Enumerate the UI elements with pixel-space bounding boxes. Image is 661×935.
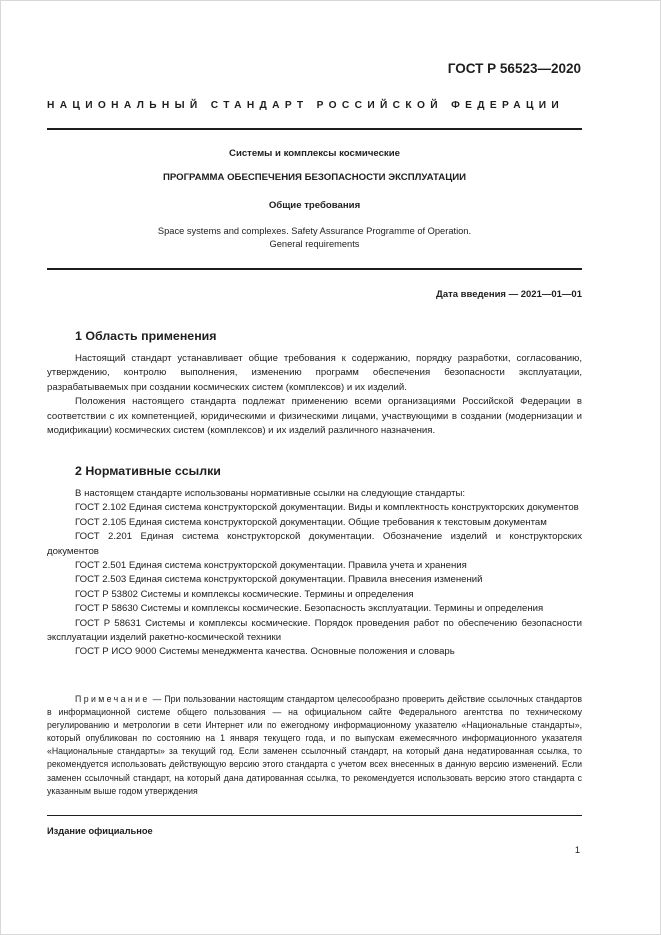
english-title-line2: General requirements <box>269 238 360 249</box>
section2-heading: 2 Нормативные ссылки <box>75 464 221 478</box>
edition-label: Издание официальное <box>47 826 153 836</box>
reference-item: ГОСТ 2.201 Единая система конструкторской документации. Обозначение изделий и конструкторских документов <box>47 531 582 557</box>
reference-item: ГОСТ 2.503 Единая система конструкторской документации. Правила внесения изменений <box>75 574 483 586</box>
section1-body <box>47 352 582 438</box>
reference-item: ГОСТ Р 58631 Системы и комплексы космические. Порядок проведения работ по обеспечению безопасности эксплуатации изделий ракетно-космической техники <box>47 617 582 644</box>
subtitle: Общие требования <box>268 200 361 211</box>
standard-title: НАЦИОНАЛЬНЫЙ СТАНДАРТ РОССИЙСКОЙ ФЕДЕРАЦИИ <box>47 100 565 111</box>
reference-item: ГОСТ Р ИСО 9000 Системы менеджмента качества. Основные положения и словарь <box>75 646 455 658</box>
reference-item: ГОСТ Р 58630 Системы и комплексы космические. Безопасность эксплуатации. Термины и определения <box>75 603 544 615</box>
footer-divider <box>47 815 582 816</box>
section1-heading: 1 Область применения <box>75 329 217 343</box>
reference-item: ГОСТ 2.105 Единая система конструкторской документации. Общие требования к текстовым документам <box>75 516 547 528</box>
reference-item: ГОСТ 2.102 Единая система конструкторской документации. Виды и комплектность конструкторских документов <box>75 502 579 514</box>
top-divider <box>47 128 582 130</box>
title-divider <box>47 268 582 270</box>
page-number: 1 <box>574 845 580 855</box>
section1-paragraph2: Положения настоящего стандарта подлежат применению всеми организациями Российской Федерации в соответствии с их компетенцией, юридическими и физическими лицами, участвующими в создании (модернизации и модификации) космических систем (комплексов) и их изделий различного назначения. <box>47 396 582 437</box>
english-title-line1: Space systems and complexes. Safety Assurance Programme of Operation. <box>157 226 472 236</box>
note <box>47 693 582 798</box>
main-title: ПРОГРАММА ОБЕСПЕЧЕНИЯ БЕЗОПАСНОСТИ ЭКСПЛУАТАЦИИ <box>162 172 467 183</box>
systems-title: Системы и комплексы космические <box>229 148 400 159</box>
reference-item: ГОСТ 2.501 Единая система конструкторской документации. Правила учета и хранения <box>75 560 467 572</box>
reference-item: ГОСТ Р 53802 Системы и комплексы космические. Термины и определения <box>75 588 414 600</box>
section2-body <box>47 487 582 660</box>
note-text: — При пользовании настоящим стандартом целесообразно проверить действие ссылочных стандартов в информационной системе общего пользования — на официальном сайте Федерального агентства по техническому регулированию и метрологии в сети Интернет или по ежегодному информационному указателю «Национальные стандарты», который опубликован по состоянию на 1 января текущего года, и по выпускам ежемесячного информационного указателя «Национальные стандарты» за текущий год. Если заменен ссылочный стандарт, на который дана недатированная ссылка, то рекомендуется использовать действующую версию этого стандарта с учетом всех внесенных в данную версию изменений. Если заменен ссылочный стандарт, на который дана датированная ссылка, то рекомендуется использовать версию этого стандарта с указанным выше годом утверждения <box>47 694 582 796</box>
english-title <box>47 225 582 250</box>
document-code: ГОСТ Р 56523—2020 <box>447 61 581 76</box>
introduction-date: Дата введения — 2021—01—01 <box>436 289 582 300</box>
section1-paragraph1: Настоящий стандарт устанавливает общие требования к содержанию, порядку разработки, согласованию, утверждению, контролю выполнения, изменению программ обеспечения безопасности эксплуатации, разрабатываемых при создании космических систем (комплексов) и их изделий. <box>47 353 582 393</box>
section2-intro: В настоящем стандарте использованы нормативные ссылки на следующие стандарты: <box>75 488 466 499</box>
note-label: Примечание <box>75 694 150 704</box>
